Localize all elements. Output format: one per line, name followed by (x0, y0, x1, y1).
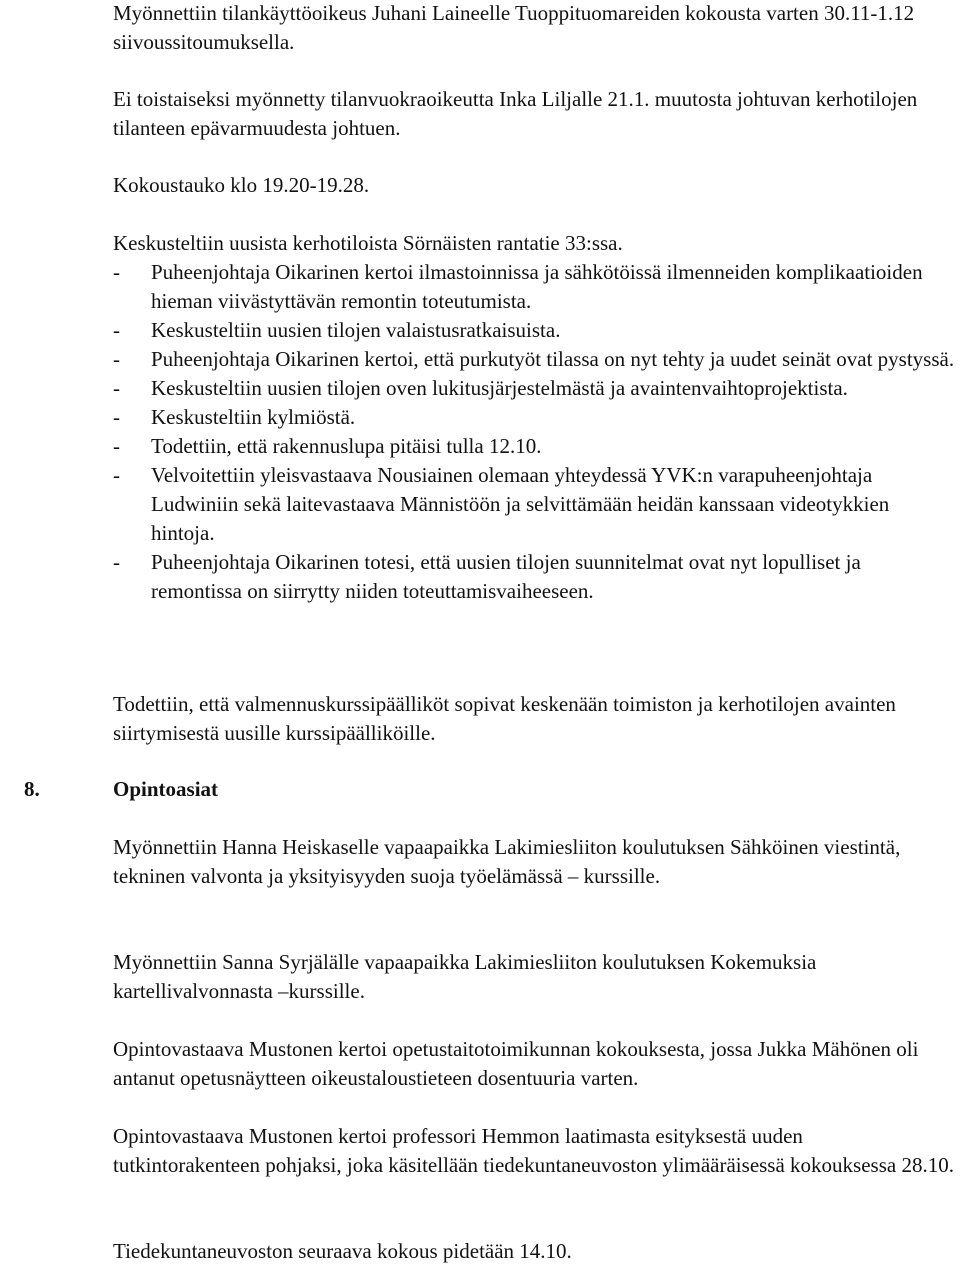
bullet-dash: - (113, 347, 120, 371)
discussion-bullet-list (113, 258, 955, 606)
list-item (113, 403, 955, 432)
list-item (113, 374, 955, 403)
list-item (113, 461, 955, 548)
bullet-dash: - (113, 376, 120, 400)
list-item (113, 316, 955, 345)
list-item (113, 548, 955, 606)
paragraph-kerhotilat: Keskusteltiin uusista kerhotiloista Sörnäisten rantatie 33:ssa. (113, 231, 623, 255)
bullet-dash: - (113, 405, 120, 429)
list-item (113, 432, 955, 461)
list-item-text: Velvoitettiin yleisvastaava Nousiainen olemaan yhteydessä YVK:n varapuheenjohtaja Ludwiniin sekä laitevastaava Männistöön ja selvittämään heidän kanssaan videotykkien hintoja. (151, 463, 890, 545)
list-item-text: Todettiin, että rakennuslupa pitäisi tulla 12.10. (151, 434, 542, 458)
paragraph-heiskanen: Myönnettiin Hanna Heiskaselle vapaapaikka Lakimiesliiton koulutuksen Sähköinen viestintä, tekninen valvonta ja yksityisyyden suoja työelämässä – kurssille. (113, 835, 901, 888)
list-item-text: Puheenjohtaja Oikarinen totesi, että uusien tilojen suunnitelmat ovat nyt lopulliset ja remontissa on siirrytty niiden toteuttamisvaiheeseen. (151, 550, 861, 603)
list-item-text: Keskusteltiin uusien tilojen oven lukitusjärjestelmästä ja avaintenvaihtoprojektista. (151, 376, 848, 400)
list-item-text: Keskusteltiin uusien tilojen valaistusratkaisuista. (151, 318, 561, 342)
paragraph-kokoustauko: Kokoustauko klo 19.20-19.28. (113, 173, 370, 197)
section-title: Opintoasiat (113, 777, 219, 801)
paragraph-syrjala: Myönnettiin Sanna Syrjälälle vapaapaikka Lakimiesliiton koulutuksen Kokemuksia kartellivalvonnasta –kurssille. (113, 950, 817, 1003)
list-item (113, 258, 955, 316)
list-item (113, 345, 955, 374)
list-item-text: Puheenjohtaja Oikarinen kertoi ilmastoinnissa ja sähkötöissä ilmenneiden komplikaatioiden hieman viivästyttävän remontin toteutumista. (151, 260, 923, 313)
bullet-dash: - (113, 318, 120, 342)
paragraph-opetustaito: Opintovastaava Mustonen kertoi opetustaitotoimikunnan kokouksesta, jossa Jukka Mähönen oli antanut opetusnäytteen oikeustaloustieteen dosentuuria varten. (113, 1037, 919, 1090)
paragraph-tiedekuntaneuvosto: Tiedekuntaneuvoston seuraava kokous pidetään 14.10. (113, 1239, 572, 1263)
paragraph-tilanvuokra: Ei toistaiseksi myönnetty tilanvuokraoikeutta Inka Liljalle 21.1. muutosta johtuvan kerhotilojen tilanteen epävarmuudesta johtuen. (113, 87, 918, 140)
paragraph-valmennuskurssi: Todettiin, että valmennuskurssipäälliköt sopivat keskenään toimiston ja kerhotilojen avainten siirtymisestä uusille kurssipäälliköille. (113, 692, 896, 745)
list-item-text: Puheenjohtaja Oikarinen kertoi, että purkutyöt tilassa on nyt tehty ja uudet seinät ovat pystyssä. (151, 347, 955, 371)
list-item-text: Keskusteltiin kylmiöstä. (151, 405, 356, 429)
bullet-dash: - (113, 260, 120, 284)
bullet-dash: - (113, 463, 120, 487)
paragraph-tutkintorakenne: Opintovastaava Mustonen kertoi professori Hemmon laatimasta esityksestä uuden tutkintorakenteen pohjaksi, joka käsitellään tiedekuntaneuvoston ylimääräisessä kokouksessa 28.10. (113, 1124, 954, 1177)
paragraph-tilankaytto: Myönnettiin tilankäyttöoikeus Juhani Laineelle Tuoppituomareiden kokousta varten 30.11-1.12 siivoussitoumuksella. (113, 1, 915, 54)
bullet-dash: - (113, 434, 120, 458)
bullet-dash: - (113, 550, 120, 574)
section-number: 8. (24, 777, 40, 801)
